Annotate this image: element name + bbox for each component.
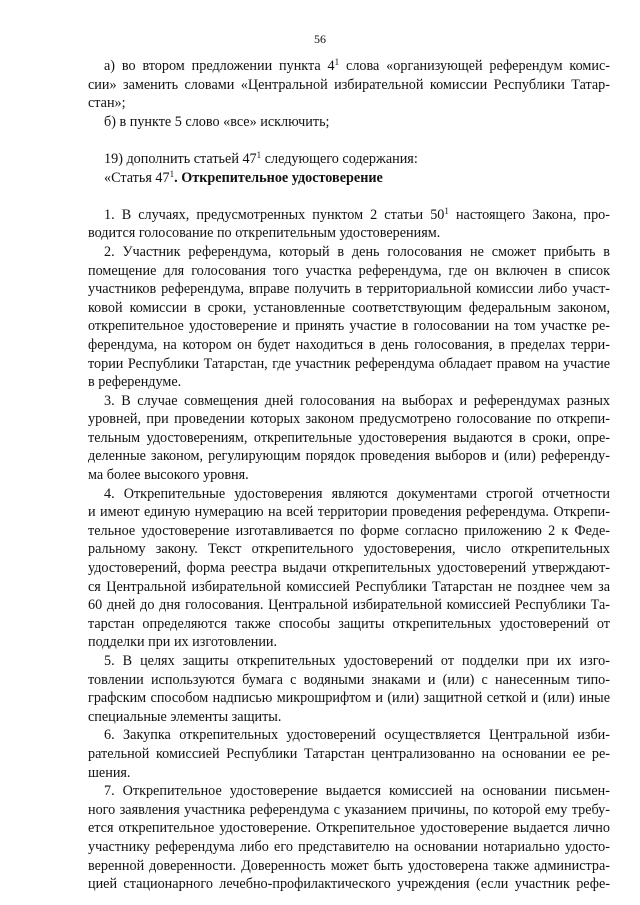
p4-line: удостоверений, форма реестра выдачи открепительных удостоверений утверждают- (88, 560, 610, 577)
p3-line: деленные законом, регулирующим порядок проведения выборов и (или) референду- (88, 448, 610, 465)
para-b: б) в пункте 5 слово «все» исключить; (104, 113, 330, 130)
p3-line: ма более высокого уровня. (88, 467, 249, 484)
para-a-line-1: а) во втором предложении пункта $4^1$ слова «организующей референдум комис- (104, 57, 611, 74)
p7-line: 7. Открепительное удостоверение выдается комиссией на основании письмен- (104, 783, 610, 800)
p4-line: и имеют единую нумерацию на всей территории проведения референдума. Открепи- (88, 504, 610, 521)
p2-line: ковой комиссии в сроки, установленные соответствующим федеральным законом, (88, 299, 610, 316)
p5-line: графским способом надписью микрошрифтом и (или) защитной сеткой и (или) иные (88, 690, 610, 707)
p1-line-2: водится голосование по открепительным удостоверениям. (88, 225, 441, 242)
p2-line: 2. Участник референдума, который в день голосования не сможет прибыть в (104, 243, 610, 260)
p3-line: уровней, при проведении которых законом предусмотрено голосование по открепи- (88, 411, 610, 428)
p7-line: цией стационарного лечебно-профилактического учреждения (если участник рефе- (88, 876, 610, 893)
para-a-line-2: сии» заменить словами «Центральной избирательной комиссии Республики Татар- (88, 76, 610, 93)
p5-line: специальные элементы защиты. (88, 708, 282, 725)
p3-line: 3. В случае совмещения дней голосования на выборах и референдумах разных (104, 392, 610, 409)
article-title: «Статья $47^1$. Открепительное удостоверение (104, 168, 383, 186)
p2-line: помещение для голосования того участка референдума, где он включен в список (88, 262, 610, 279)
paragraph-7 (88, 782, 610, 894)
p6-line: 6. Закупка открепительных удостоверений осуществляется Центральной изби- (104, 727, 610, 744)
page-number: 56 (314, 32, 326, 46)
paragraph-6 (88, 726, 610, 782)
p4-line: тельное удостоверение изготавливается по форме согласно приложению 2 к Феде- (88, 522, 610, 539)
p6-line: рательной комиссией Республики Татарстан централизованно на основании ее ре- (88, 745, 610, 762)
paragraph-3 (88, 392, 610, 485)
p4-line: ся Центральной избирательной комиссией Республики Татарстан не позднее чем за (88, 578, 610, 595)
paragraph-4 (88, 485, 610, 652)
p5-line: товлении используются бумага с водяными знаками и (или) с нанесенным типо- (88, 671, 610, 688)
p1-line-1: 1. В случаях, предусмотренных пунктом 2 статьи $50^1$ настоящего Закона, про- (104, 205, 611, 223)
paragraph-5 (88, 652, 610, 726)
p2-line: тории Республики Татарстан, где участник референдума обладает правом на участие (88, 355, 610, 372)
p2-line: открепительное удостоверение и принять участие в голосовании на том участке ре- (88, 318, 610, 335)
p6-line: шения. (88, 764, 131, 781)
p2-line: участников референдума, вправе получить в территориальной комиссии либо участ- (88, 281, 610, 298)
p4-line: тарстан определяются также способы защиты открепительных удостоверений от (88, 615, 610, 632)
p7-line: участнику референдума либо его представителю на основании нотариально удосто- (88, 838, 610, 855)
p2-line: в референдуме. (88, 374, 182, 391)
p2-line: ферендума, на котором он будет находиться в день голосования, в пределах терри- (88, 336, 610, 353)
p7-line: веренной доверенности. Доверенность может быть удостоверена также администра- (88, 857, 610, 874)
p4-line: ральному закону. Текст открепительного удостоверения, число открепительных (88, 541, 610, 558)
p7-line: ного заявления участника референдума с указанием причины, по которой ему требу- (88, 801, 610, 818)
paragraph-2 (88, 243, 610, 392)
p4-line: 60 дней до дня голосования. Центральной избирательной комиссией Республики Та- (88, 597, 610, 614)
p7-line: ется открепительное удостоверение. Открепительное удостоверение выдается лично (88, 820, 610, 837)
p4-line: подделки при их изготовлении. (88, 634, 278, 651)
document-body (88, 57, 610, 894)
para-a-line-3: стан»; (88, 95, 126, 112)
p4-line: 4. Открепительные удостоверения являются документами строгой отчетности (104, 485, 610, 502)
item-19-line: 19) дополнить статьей $47^1$ следующего содержания: (104, 149, 418, 167)
p5-line: 5. В целях защиты открепительных удостоверений от подделки при их изго- (104, 653, 610, 669)
p3-line: тельным удостоверениям, открепительные удостоверения выдаются в сроки, опре- (88, 429, 610, 446)
